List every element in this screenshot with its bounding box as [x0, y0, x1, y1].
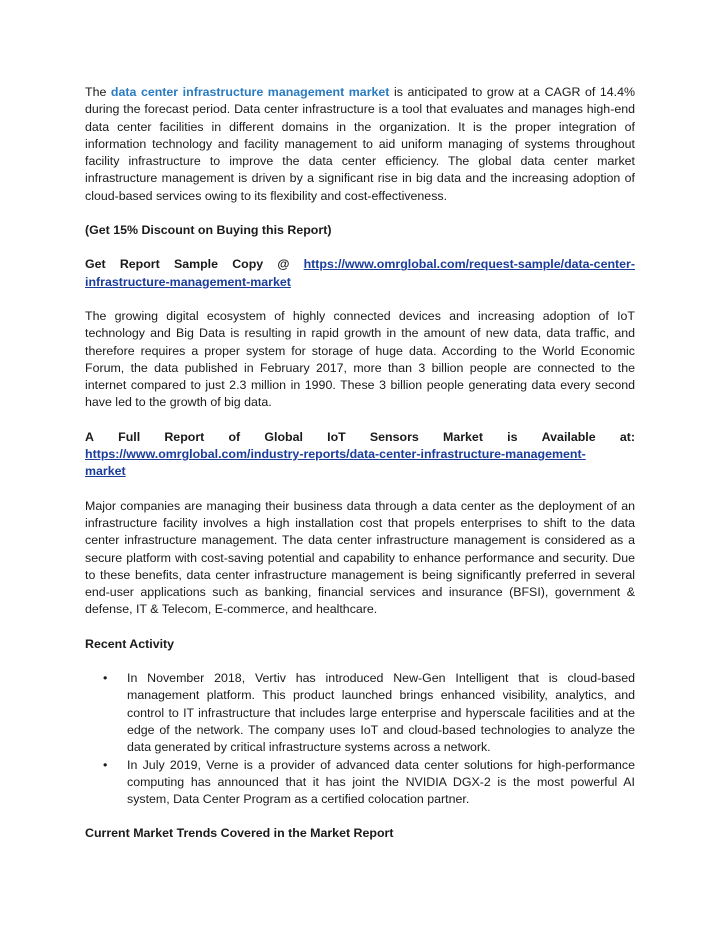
- list-item: [85, 757, 635, 809]
- sample-link-continued[interactable]: infrastructure-management-market: [85, 274, 291, 289]
- report-word: at:: [619, 429, 635, 444]
- sample-word: Sample: [173, 257, 219, 272]
- sample-copy-line: [85, 256, 635, 273]
- report-word: Market: [443, 429, 483, 444]
- list-item-text: In November 2018, Vertiv has introduced New-Gen Intelligent that is cloud-based management platform. This product launched brings enhanced visibility, analytics, and control to IT infrastructure that includes large enterprise and hyperscale facilities and at the edge of the network. The company uses IoT and cloud-based technologies to analyze the data generated by critical infrastructure systems across a network.: [127, 671, 635, 755]
- full-report-line: [85, 429, 635, 446]
- companies-paragraph: Major companies are managing their business data through a data center as the deployment of an infrastructure facility involves a high installation cost that propels enterprises to shift to the data center infrastructure management. The data center infrastructure management is considered as a secure platform with cost-saving potential and capability to enhance performance and security. Due to these benefits, data center infrastructure management is being significantly preferred in several end-user applications such as banking, financial services and insurance (BFSI), government & defense, IT & Telecom, E-commerce, and healthcare.: [85, 498, 635, 617]
- list-item-text: In July 2019, Verne is a provider of advanced data center solutions for high-performance computing has announced that it has joint the NVIDIA DGX-2 is the most powerful AI system, Data Center Program as a certified colocation partner.: [127, 757, 635, 807]
- intro-paragraph: [85, 84, 635, 205]
- ecosystem-paragraph: The growing digital ecosystem of highly connected devices and increasing adoption of IoT technology and Big Data is resulting in rapid growth in the amount of new data, data traffic, and therefore requires a proper system for storage of huge data. According to the World Economic Forum, the data published in February 2017, more than 3 billion people are connected to the internet compared to just 2.3 million in 1990. These 3 billion people generating data every second have led to the growth of big data.: [85, 308, 635, 410]
- report-word: Sensors: [369, 429, 419, 444]
- intro-lead: The: [85, 85, 111, 99]
- full-report-link-continued[interactable]: market: [85, 464, 126, 479]
- sample-word: Get: [85, 257, 106, 272]
- report-word: of: [228, 429, 241, 444]
- report-word: Report: [164, 429, 205, 444]
- sample-word: @: [277, 257, 290, 272]
- list-item: [85, 670, 635, 756]
- intro-rest: is anticipated to grow at a CAGR of 14.4% during the forecast period. Data center infrastructure is a tool that evaluates and manages high-end data center facilities in different domains in the organization. It is the proper integration of information technology and facility management to aid uniform managing of systems throughout facility infrastructure to improve the data center efficiency. The global data center market infrastructure management is driven by a significant rise in big data and the increasing adoption of cloud-based services owing to its flexibility and cost-effectiveness.: [85, 85, 635, 203]
- bullet-icon: •: [103, 757, 108, 772]
- report-word: IoT: [327, 429, 346, 444]
- report-word: A: [85, 429, 94, 444]
- bullet-icon: •: [103, 671, 108, 686]
- recent-activity-heading: Recent Activity: [85, 636, 175, 651]
- document-page: [85, 84, 635, 843]
- report-word: Available: [541, 429, 596, 444]
- full-report-link[interactable]: https://www.omrglobal.com/industry-reports/data-center-infrastructure-management-: [85, 447, 586, 462]
- sample-link[interactable]: https://www.omrglobal.com/request-sample/data-center-: [303, 257, 635, 272]
- report-word: is: [507, 429, 518, 444]
- market-highlight: data center infrastructure management market: [110, 85, 390, 99]
- report-word: Full: [118, 429, 141, 444]
- sample-word: Report: [119, 257, 160, 272]
- sample-word: Copy: [232, 257, 264, 272]
- recent-activity-list: [85, 670, 635, 808]
- market-trends-heading: Current Market Trends Covered in the Market Report: [85, 826, 394, 841]
- discount-note: (Get 15% Discount on Buying this Report): [85, 223, 332, 238]
- report-word: Global: [264, 429, 303, 444]
